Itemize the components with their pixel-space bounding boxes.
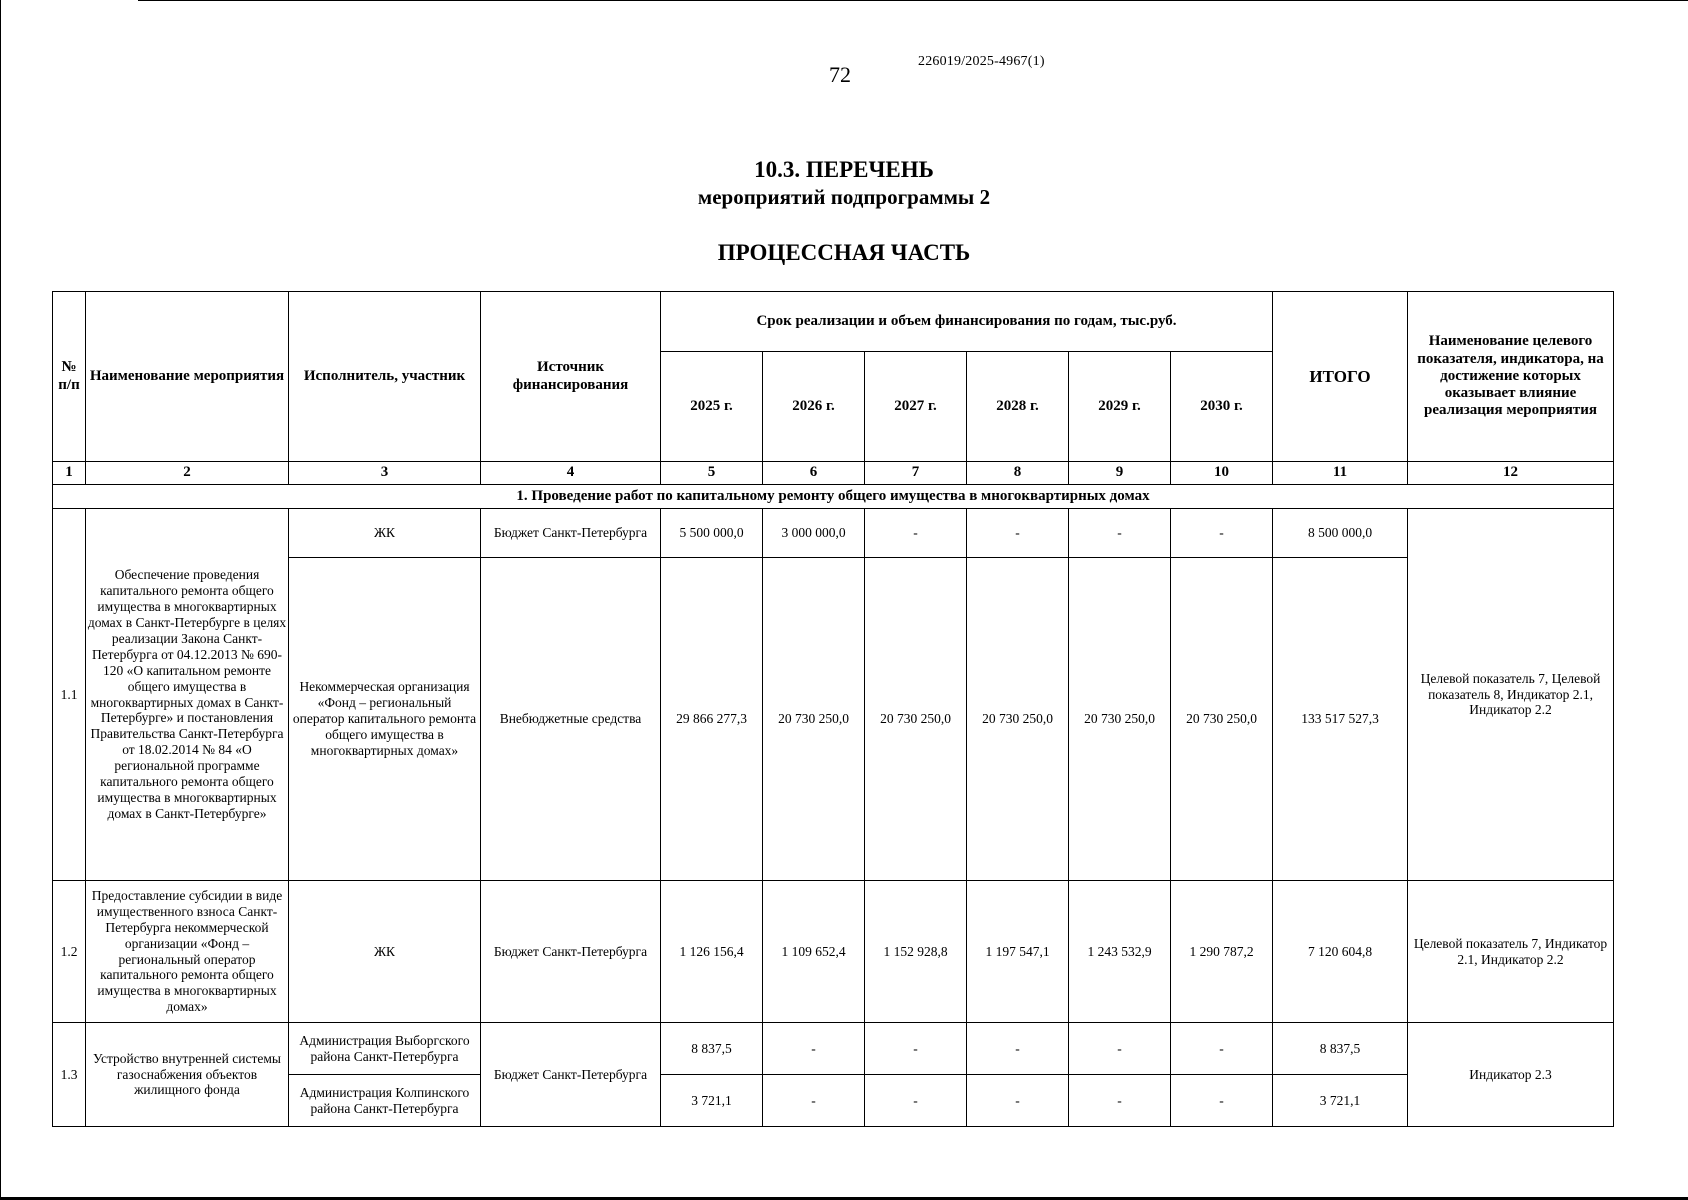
column-number: 3 — [289, 462, 481, 485]
column-number: 11 — [1273, 462, 1408, 485]
value-cell: - — [763, 1075, 865, 1127]
header-total: ИТОГО — [1273, 292, 1408, 462]
value-cell: - — [967, 509, 1069, 558]
value-cell: 3 000 000,0 — [763, 509, 865, 558]
value-cell: - — [865, 1075, 967, 1127]
column-number: 1 — [53, 462, 86, 485]
source-cell: Бюджет Санкт-Петербурга — [481, 509, 661, 558]
section-row — [53, 485, 1614, 509]
value-cell: 8 837,5 — [661, 1023, 763, 1075]
value-cell: - — [1069, 509, 1171, 558]
value-cell: 1 243 532,9 — [1069, 881, 1171, 1023]
executor-cell: Администрация Колпинского района Санкт-Петербурга — [289, 1075, 481, 1127]
header-year: 2027 г. — [865, 352, 967, 462]
header-year: 2030 г. — [1171, 352, 1273, 462]
source-cell: Внебюджетные средства — [481, 558, 661, 881]
total-cell: 8 500 000,0 — [1273, 509, 1408, 558]
value-cell: 29 866 277,3 — [661, 558, 763, 881]
value-cell: - — [1069, 1023, 1171, 1075]
column-number: 4 — [481, 462, 661, 485]
indicator-cell: Целевой показатель 7, Целевой показатель 8, Индикатор 2.1, Индикатор 2.2 — [1408, 509, 1614, 881]
measure-name: Устройство внутренней системы газоснабжения объектов жилищного фонда — [86, 1023, 289, 1127]
value-cell: - — [1069, 1075, 1171, 1127]
page-number: 72 — [829, 62, 851, 87]
column-number: 9 — [1069, 462, 1171, 485]
row-number: 1.3 — [53, 1023, 86, 1127]
value-cell: 1 290 787,2 — [1171, 881, 1273, 1023]
column-number-row — [53, 462, 1614, 485]
column-number: 7 — [865, 462, 967, 485]
measure-name: Обеспечение проведения капитального ремонта общего имущества в многоквартирных домах в Санкт-Петербурге в целях реализации Закона Санкт-Петербурга от 04.12.2013 № 690-120 «О капитальном ремонте общего имущества в многоквартирных домах в Санкт-Петербурге» и постановления Правительства Санкт-Петербурга от 18.02.2014 № 84 «О региональной программе капитального ремонта общего имущества в многоквартирных домах в Санкт-Петербурге» — [86, 509, 289, 881]
header-year: 2025 г. — [661, 352, 763, 462]
header-name: Наименование мероприятия — [86, 292, 289, 462]
value-cell: 20 730 250,0 — [1069, 558, 1171, 881]
column-number: 12 — [1408, 462, 1614, 485]
value-cell: 1 126 156,4 — [661, 881, 763, 1023]
value-cell: - — [763, 1023, 865, 1075]
column-number: 6 — [763, 462, 865, 485]
value-cell: 3 721,1 — [661, 1075, 763, 1127]
executor-cell: ЖК — [289, 881, 481, 1023]
measure-name: Предоставление субсидии в виде имущественного взноса Санкт-Петербурга некоммерческой организации «Фонд – региональный оператор капитального ремонта общего имущества в многоквартирных домах» — [86, 881, 289, 1023]
total-cell: 3 721,1 — [1273, 1075, 1408, 1127]
header-year: 2026 г. — [763, 352, 865, 462]
value-cell: - — [865, 509, 967, 558]
document-subtitle: мероприятий подпрограммы 2 — [697, 185, 991, 209]
source-cell: Бюджет Санкт-Петербурга — [481, 1023, 661, 1127]
value-cell: 1 197 547,1 — [967, 881, 1069, 1023]
executor-cell: Некоммерческая организация «Фонд – региональный оператор капитального ремонта общего имущества в многоквартирных домах» — [289, 558, 481, 881]
source-cell: Бюджет Санкт-Петербурга — [481, 881, 661, 1023]
value-cell: - — [967, 1023, 1069, 1075]
value-cell: - — [1171, 509, 1273, 558]
value-cell: - — [1171, 1075, 1273, 1127]
total-cell: 133 517 527,3 — [1273, 558, 1408, 881]
measures-table — [52, 291, 1614, 1127]
value-cell: - — [1171, 1023, 1273, 1075]
section-heading: 1. Проведение работ по капитальному ремонту общего имущества в многоквартирных домах — [53, 485, 1614, 509]
top-border-line — [138, 0, 1688, 1]
value-cell: 20 730 250,0 — [1171, 558, 1273, 881]
header-num: № п/п — [53, 292, 86, 462]
header-year: 2028 г. — [967, 352, 1069, 462]
value-cell: - — [967, 1075, 1069, 1127]
table-row — [53, 1023, 1614, 1075]
header-period: Срок реализации и объем финансирования по годам, тыс.руб. — [661, 292, 1273, 352]
document-title: 10.3. ПЕРЕЧЕНЬ — [754, 157, 934, 182]
header-year: 2029 г. — [1069, 352, 1171, 462]
total-cell: 7 120 604,8 — [1273, 881, 1408, 1023]
column-number: 2 — [86, 462, 289, 485]
value-cell: 1 152 928,8 — [865, 881, 967, 1023]
indicator-cell: Индикатор 2.3 — [1408, 1023, 1614, 1127]
executor-cell: Администрация Выборгского района Санкт-Петербурга — [289, 1023, 481, 1075]
table-row — [53, 881, 1614, 1023]
section-title: ПРОЦЕССНАЯ ЧАСТЬ — [717, 240, 971, 265]
document-code: 226019/2025-4967(1) — [918, 54, 1045, 69]
table-row — [53, 509, 1614, 558]
indicator-cell: Целевой показатель 7, Индикатор 2.1, Индикатор 2.2 — [1408, 881, 1614, 1023]
value-cell: 1 109 652,4 — [763, 881, 865, 1023]
value-cell: - — [865, 1023, 967, 1075]
column-number: 10 — [1171, 462, 1273, 485]
value-cell: 20 730 250,0 — [865, 558, 967, 881]
header-executor: Исполнитель, участник — [289, 292, 481, 462]
row-number: 1.2 — [53, 881, 86, 1023]
row-number: 1.1 — [53, 509, 86, 881]
header-source: Источник финансирования — [481, 292, 661, 462]
value-cell: 20 730 250,0 — [763, 558, 865, 881]
total-cell: 8 837,5 — [1273, 1023, 1408, 1075]
column-number: 8 — [967, 462, 1069, 485]
value-cell: 5 500 000,0 — [661, 509, 763, 558]
executor-cell: ЖК — [289, 509, 481, 558]
header-indicator: Наименование целевого показателя, индикатора, на достижение которых оказывает влияние реализация мероприятия — [1408, 292, 1614, 462]
value-cell: 20 730 250,0 — [967, 558, 1069, 881]
column-number: 5 — [661, 462, 763, 485]
